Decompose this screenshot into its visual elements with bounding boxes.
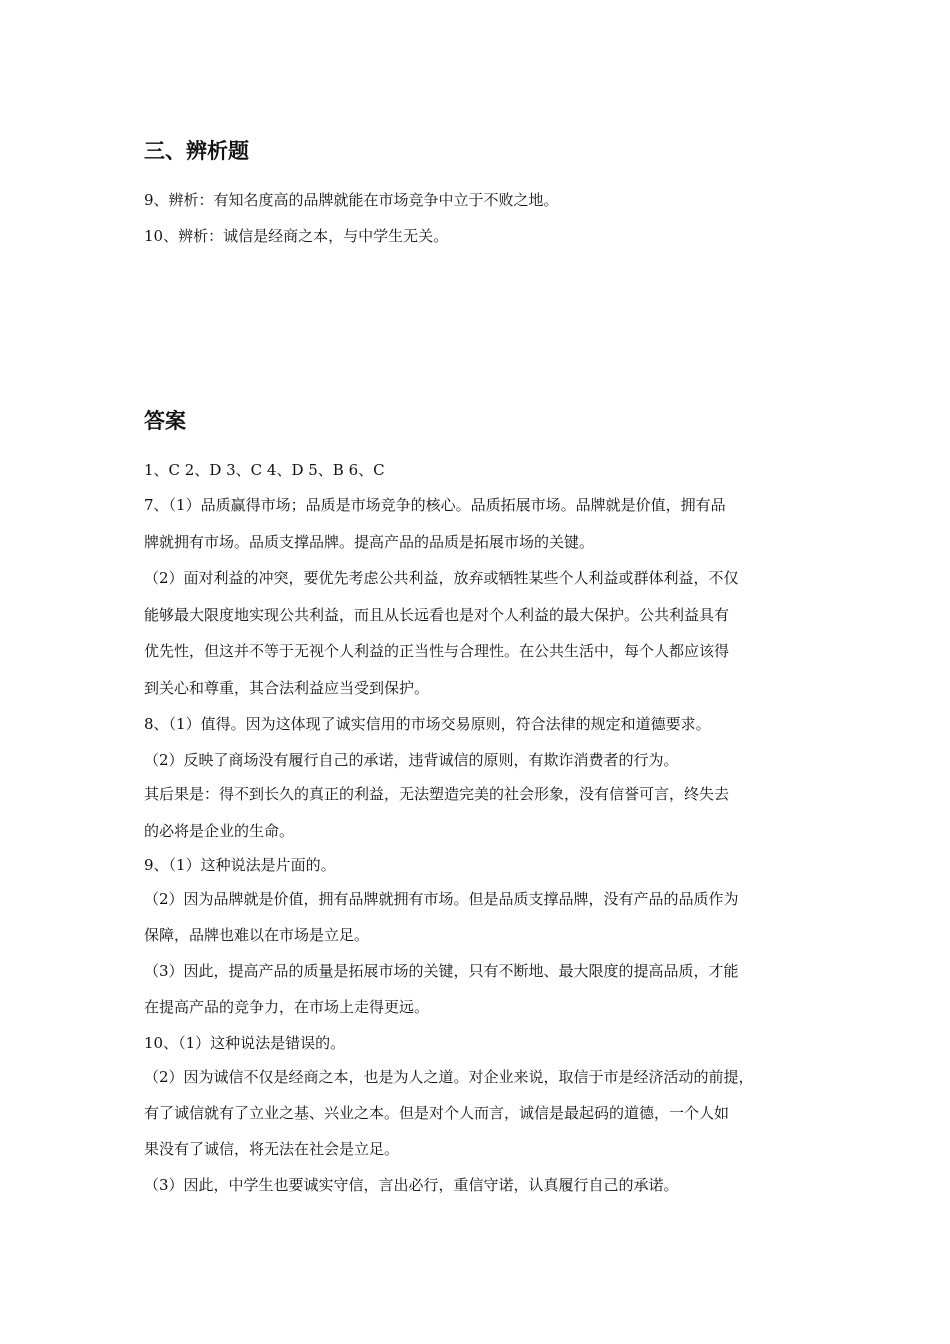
answer-line: （2）面对利益的冲突，要优先考虑公共利益，放弃或牺牲某些个人利益或群体利益，不仅 <box>144 569 739 587</box>
answer-line: 有了诚信就有了立业之基、兴业之本。但是对个人而言，诚信是最起码的道德，一个人如 <box>144 1104 730 1122</box>
answer-line: 1、C 2、D 3、C 4、D 5、B 6、C <box>144 461 385 479</box>
answer-line: 保障，品牌也难以在市场是立足。 <box>144 926 370 944</box>
answer-line: 到关心和尊重，其合法利益应当受到保护。 <box>144 679 430 697</box>
answer-line: 优先性，但这并不等于无视个人利益的正当性与合理性。在公共生活中，每个人都应该得 <box>144 642 730 660</box>
answer-line: 在提高产品的竞争力，在市场上走得更远。 <box>144 998 430 1016</box>
answer-line: 的必将是企业的生命。 <box>144 822 295 840</box>
answer-line: （3）因此，提高产品的质量是拓展市场的关键，只有不断地、最大限度的提高品质，才能 <box>144 962 739 980</box>
answer-line: （3）因此，中学生也要诚实守信，言出必行，重信守诺，认真履行自己的承诺。 <box>144 1176 679 1194</box>
answer-line: 牌就拥有市场。品质支撑品牌。提高产品的品质是拓展市场的关键。 <box>144 533 595 551</box>
answer-line: 7、（1）品质赢得市场；品质是市场竞争的核心。品质拓展市场。品牌就是价值，拥有品 <box>144 496 726 514</box>
question-9: 9、辨析：有知名度高的品牌就能在市场竞争中立于不败之地。 <box>144 191 559 209</box>
answer-line: 9、（1）这种说法是片面的。 <box>144 856 336 874</box>
question-10: 10、辨析：诚信是经商之本，与中学生无关。 <box>144 227 449 245</box>
section-heading: 三、辨析题 <box>144 139 249 163</box>
answer-line: （2）因为诚信不仅是经商之本，也是为人之道。对企业来说，取信于市是经济活动的前提， <box>144 1068 754 1086</box>
answer-line: 10、（1）这种说法是错误的。 <box>144 1034 346 1052</box>
answers-heading: 答案 <box>144 409 186 433</box>
answer-line: 果没有了诚信，将无法在社会是立足。 <box>144 1140 400 1158</box>
answer-line: 能够最大限度地实现公共利益，而且从长远看也是对个人利益的最大保护。公共利益具有 <box>144 606 730 624</box>
answer-line: 其后果是：得不到长久的真正的利益，无法塑造完美的社会形象，没有信誉可言，终失去 <box>144 785 730 803</box>
answer-line: （2）反映了商场没有履行自己的承诺，违背诚信的原则，有欺诈消费者的行为。 <box>144 751 679 769</box>
answer-line: 8、（1）值得。因为这体现了诚实信用的市场交易原则，符合法律的规定和道德要求。 <box>144 715 711 733</box>
answer-line: （2）因为品牌就是价值，拥有品牌就拥有市场。但是品质支撑品牌，没有产品的品质作为 <box>144 890 739 908</box>
